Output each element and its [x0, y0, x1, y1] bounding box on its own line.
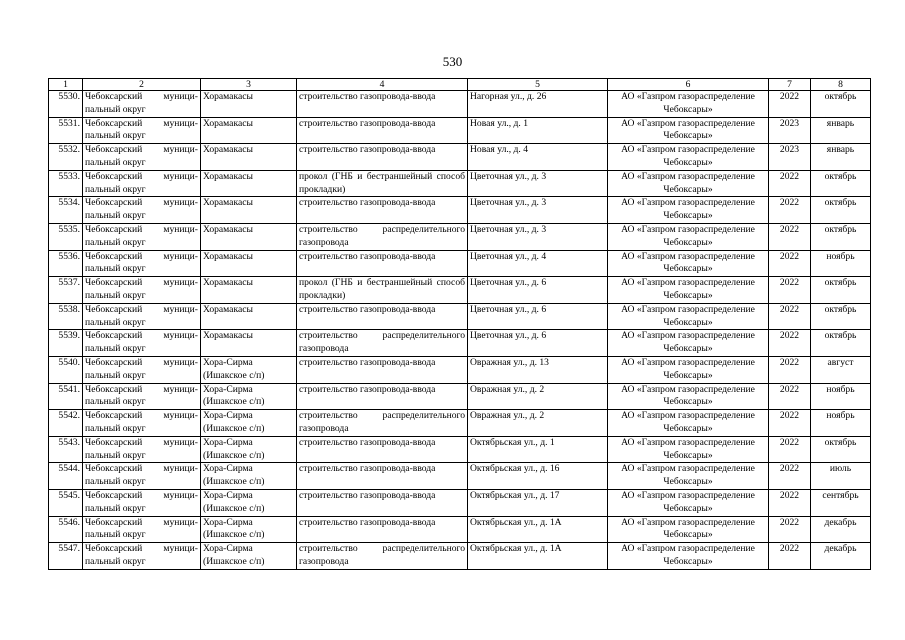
address-cell: Нагорная ул., д. 26	[468, 91, 608, 118]
address-cell: Октябрьская ул., д. 1	[468, 436, 608, 463]
settlement-cell: Хорамакасы	[201, 170, 297, 197]
work-type-cell: строительство газопровода-ввода	[297, 117, 468, 144]
work-type-cell: строительство газопровода-ввода	[297, 144, 468, 171]
table-row	[49, 383, 871, 410]
settlement-cell: Хора-Сирма (Ишакское с/п)	[201, 463, 297, 490]
table-row	[49, 223, 871, 250]
address-cell: Октябрьская ул., д. 16	[468, 463, 608, 490]
settlement-cell: Хорамакасы	[201, 117, 297, 144]
address-cell: Цветочная ул., д. 6	[468, 330, 608, 357]
row-number: 5536.	[49, 250, 83, 277]
year-cell: 2023	[769, 117, 811, 144]
settlement-cell: Хорамакасы	[201, 330, 297, 357]
page-number: 530	[442, 54, 463, 69]
year-cell: 2022	[769, 197, 811, 224]
district-cell: Чебоксарский муници-пальный округ	[83, 543, 201, 570]
month-cell: июль	[811, 463, 871, 490]
year-cell: 2022	[769, 356, 811, 383]
month-cell: сентябрь	[811, 489, 871, 516]
address-cell: Октябрьская ул., д. 17	[468, 489, 608, 516]
column-header: 4	[297, 79, 468, 91]
table-row	[49, 330, 871, 357]
row-number: 5530.	[49, 91, 83, 118]
year-cell: 2022	[769, 223, 811, 250]
row-number: 5540.	[49, 356, 83, 383]
row-number: 5534.	[49, 197, 83, 224]
settlement-cell: Хорамакасы	[201, 277, 297, 304]
settlement-cell: Хора-Сирма (Ишакское с/п)	[201, 516, 297, 543]
year-cell: 2022	[769, 170, 811, 197]
row-number: 5537.	[49, 277, 83, 304]
company-cell: АО «Газпром газораспределение Чебоксары»	[608, 250, 769, 277]
address-cell: Цветочная ул., д. 4	[468, 250, 608, 277]
table-row	[49, 410, 871, 437]
year-cell: 2022	[769, 91, 811, 118]
work-type-cell: строительство газопровода-ввода	[297, 489, 468, 516]
company-cell: АО «Газпром газораспределение Чебоксары»	[608, 170, 769, 197]
year-cell: 2022	[769, 303, 811, 330]
work-type-cell: строительство газопровода-ввода	[297, 303, 468, 330]
address-cell: Овражная ул., д. 2	[468, 383, 608, 410]
column-header: 5	[468, 79, 608, 91]
address-cell: Цветочная ул., д. 3	[468, 197, 608, 224]
settlement-cell: Хора-Сирма (Ишакское с/п)	[201, 410, 297, 437]
company-cell: АО «Газпром газораспределение Чебоксары»	[608, 436, 769, 463]
district-cell: Чебоксарский муници-пальный округ	[83, 250, 201, 277]
year-cell: 2022	[769, 330, 811, 357]
company-cell: АО «Газпром газораспределение Чебоксары»	[608, 91, 769, 118]
work-type-cell: строительство распределительного газопровода	[297, 410, 468, 437]
settlement-cell: Хора-Сирма (Ишакское с/п)	[201, 489, 297, 516]
district-cell: Чебоксарский муници-пальный округ	[83, 277, 201, 304]
district-cell: Чебоксарский муници-пальный округ	[83, 303, 201, 330]
row-number: 5541.	[49, 383, 83, 410]
settlement-cell: Хорамакасы	[201, 303, 297, 330]
district-cell: Чебоксарский муници-пальный округ	[83, 144, 201, 171]
settlement-cell: Хорамакасы	[201, 91, 297, 118]
work-type-cell: строительство газопровода-ввода	[297, 356, 468, 383]
month-cell: октябрь	[811, 223, 871, 250]
address-cell: Новая ул., д. 1	[468, 117, 608, 144]
address-cell: Новая ул., д. 4	[468, 144, 608, 171]
company-cell: АО «Газпром газораспределение Чебоксары»	[608, 383, 769, 410]
address-cell: Цветочная ул., д. 3	[468, 223, 608, 250]
month-cell: январь	[811, 144, 871, 171]
settlement-cell: Хорамакасы	[201, 223, 297, 250]
company-cell: АО «Газпром газораспределение Чебоксары»	[608, 197, 769, 224]
settlement-cell: Хорамакасы	[201, 144, 297, 171]
year-cell: 2022	[769, 250, 811, 277]
year-cell: 2022	[769, 516, 811, 543]
district-cell: Чебоксарский муници-пальный округ	[83, 170, 201, 197]
address-cell: Цветочная ул., д. 6	[468, 303, 608, 330]
row-number: 5531.	[49, 117, 83, 144]
district-cell: Чебоксарский муници-пальный округ	[83, 463, 201, 490]
row-number: 5542.	[49, 410, 83, 437]
row-number: 5533.	[49, 170, 83, 197]
table-row	[49, 489, 871, 516]
work-type-cell: строительство газопровода-ввода	[297, 383, 468, 410]
table-row	[49, 250, 871, 277]
month-cell: январь	[811, 117, 871, 144]
row-number: 5539.	[49, 330, 83, 357]
settlement-cell: Хора-Сирма (Ишакское с/п)	[201, 383, 297, 410]
column-header: 8	[811, 79, 871, 91]
work-type-cell: прокол (ГНБ и бестраншейный способ прокладки)	[297, 170, 468, 197]
company-cell: АО «Газпром газораспределение Чебоксары»	[608, 330, 769, 357]
company-cell: АО «Газпром газораспределение Чебоксары»	[608, 543, 769, 570]
settlement-cell: Хора-Сирма (Ишакское с/п)	[201, 436, 297, 463]
district-cell: Чебоксарский муници-пальный округ	[83, 516, 201, 543]
row-number: 5535.	[49, 223, 83, 250]
month-cell: октябрь	[811, 170, 871, 197]
work-type-cell: строительство распределительного газопровода	[297, 330, 468, 357]
month-cell: август	[811, 356, 871, 383]
row-number: 5538.	[49, 303, 83, 330]
year-cell: 2022	[769, 410, 811, 437]
row-number: 5543.	[49, 436, 83, 463]
settlement-cell: Хора-Сирма (Ишакское с/п)	[201, 543, 297, 570]
address-cell: Цветочная ул., д. 3	[468, 170, 608, 197]
month-cell: октябрь	[811, 303, 871, 330]
work-type-cell: строительство газопровода-ввода	[297, 516, 468, 543]
month-cell: октябрь	[811, 277, 871, 304]
table-row	[49, 144, 871, 171]
work-type-cell: строительство газопровода-ввода	[297, 250, 468, 277]
company-cell: АО «Газпром газораспределение Чебоксары»	[608, 463, 769, 490]
year-cell: 2022	[769, 543, 811, 570]
column-header: 3	[201, 79, 297, 91]
work-type-cell: строительство газопровода-ввода	[297, 463, 468, 490]
table-row	[49, 91, 871, 118]
district-cell: Чебоксарский муници-пальный округ	[83, 223, 201, 250]
row-number: 5544.	[49, 463, 83, 490]
table-row	[49, 117, 871, 144]
column-header: 1	[49, 79, 83, 91]
district-cell: Чебоксарский муници-пальный округ	[83, 410, 201, 437]
work-type-cell: строительство газопровода-ввода	[297, 197, 468, 224]
year-cell: 2022	[769, 489, 811, 516]
work-type-cell: прокол (ГНБ и бестраншейный способ прокладки)	[297, 277, 468, 304]
gas-works-table	[48, 78, 871, 570]
row-number: 5532.	[49, 144, 83, 171]
table-row	[49, 436, 871, 463]
work-type-cell: строительство распределительного газопровода	[297, 543, 468, 570]
work-type-cell: строительство газопровода-ввода	[297, 436, 468, 463]
work-type-cell: строительство распределительного газопровода	[297, 223, 468, 250]
year-cell: 2022	[769, 277, 811, 304]
month-cell: ноябрь	[811, 250, 871, 277]
company-cell: АО «Газпром газораспределение Чебоксары»	[608, 117, 769, 144]
company-cell: АО «Газпром газораспределение Чебоксары»	[608, 277, 769, 304]
year-cell: 2023	[769, 144, 811, 171]
address-cell: Октябрьская ул., д. 1А	[468, 543, 608, 570]
column-header: 2	[83, 79, 201, 91]
month-cell: октябрь	[811, 197, 871, 224]
column-header: 7	[769, 79, 811, 91]
address-cell: Октябрьская ул., д. 1А	[468, 516, 608, 543]
company-cell: АО «Газпром газораспределение Чебоксары»	[608, 516, 769, 543]
district-cell: Чебоксарский муници-пальный округ	[83, 383, 201, 410]
settlement-cell: Хора-Сирма (Ишакское с/п)	[201, 356, 297, 383]
table-row	[49, 197, 871, 224]
district-cell: Чебоксарский муници-пальный округ	[83, 197, 201, 224]
company-cell: АО «Газпром газораспределение Чебоксары»	[608, 303, 769, 330]
company-cell: АО «Газпром газораспределение Чебоксары»	[608, 410, 769, 437]
address-cell: Овражная ул., д. 13	[468, 356, 608, 383]
year-cell: 2022	[769, 436, 811, 463]
table-row	[49, 277, 871, 304]
column-header: 6	[608, 79, 769, 91]
table-row	[49, 303, 871, 330]
table-row	[49, 543, 871, 570]
district-cell: Чебоксарский муници-пальный округ	[83, 489, 201, 516]
district-cell: Чебоксарский муници-пальный округ	[83, 91, 201, 118]
district-cell: Чебоксарский муници-пальный округ	[83, 330, 201, 357]
work-type-cell: строительство газопровода-ввода	[297, 91, 468, 118]
month-cell: ноябрь	[811, 383, 871, 410]
table-row	[49, 516, 871, 543]
company-cell: АО «Газпром газораспределение Чебоксары»	[608, 223, 769, 250]
month-cell: октябрь	[811, 330, 871, 357]
district-cell: Чебоксарский муници-пальный округ	[83, 356, 201, 383]
company-cell: АО «Газпром газораспределение Чебоксары»	[608, 489, 769, 516]
row-number: 5545.	[49, 489, 83, 516]
district-cell: Чебоксарский муници-пальный округ	[83, 117, 201, 144]
settlement-cell: Хорамакасы	[201, 250, 297, 277]
month-cell: октябрь	[811, 91, 871, 118]
month-cell: декабрь	[811, 543, 871, 570]
table-row	[49, 463, 871, 490]
column-number-row	[49, 79, 871, 91]
company-cell: АО «Газпром газораспределение Чебоксары»	[608, 144, 769, 171]
company-cell: АО «Газпром газораспределение Чебоксары»	[608, 356, 769, 383]
table-row	[49, 170, 871, 197]
month-cell: октябрь	[811, 436, 871, 463]
address-cell: Цветочная ул., д. 6	[468, 277, 608, 304]
table-row	[49, 356, 871, 383]
row-number: 5547.	[49, 543, 83, 570]
month-cell: ноябрь	[811, 410, 871, 437]
row-number: 5546.	[49, 516, 83, 543]
year-cell: 2022	[769, 383, 811, 410]
settlement-cell: Хорамакасы	[201, 197, 297, 224]
table-body	[49, 91, 871, 570]
address-cell: Овражная ул., д. 2	[468, 410, 608, 437]
district-cell: Чебоксарский муници-пальный округ	[83, 436, 201, 463]
month-cell: декабрь	[811, 516, 871, 543]
year-cell: 2022	[769, 463, 811, 490]
